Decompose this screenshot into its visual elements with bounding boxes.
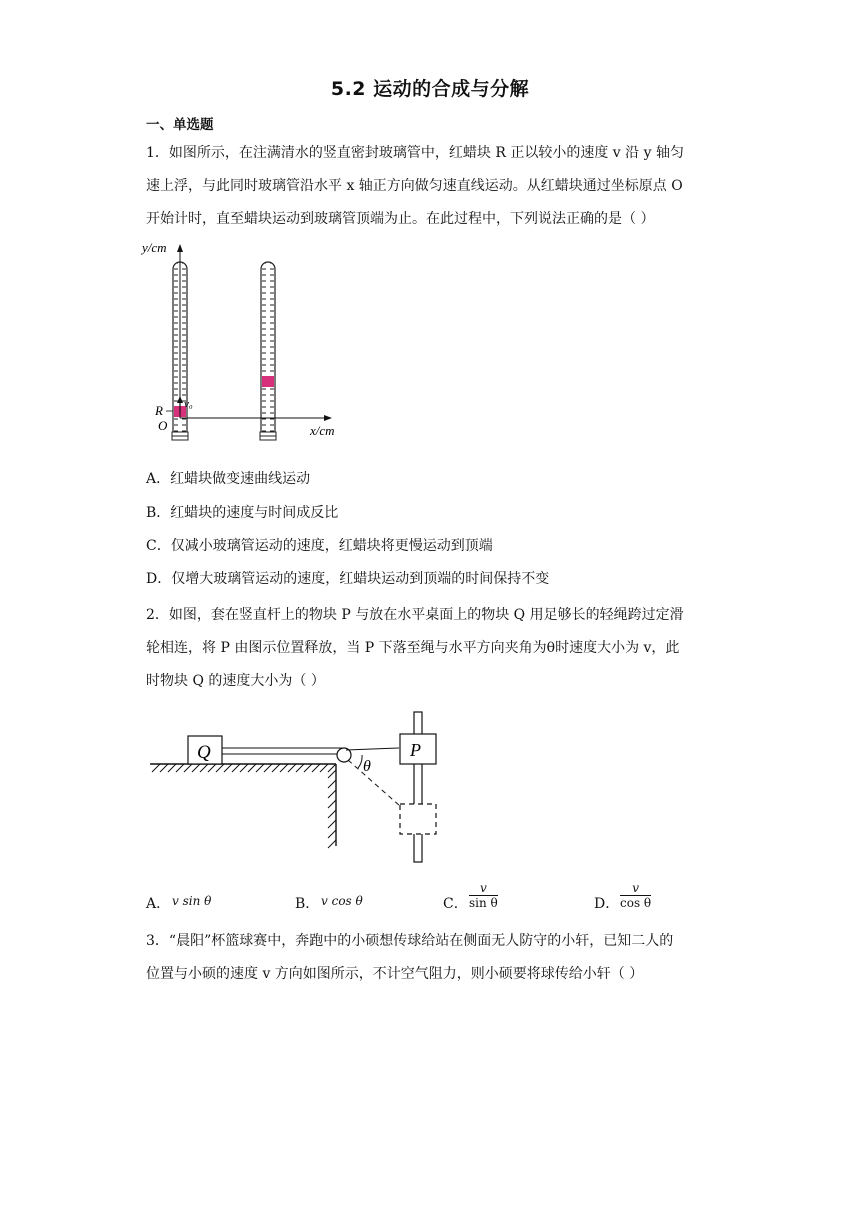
angle-label: θ — [363, 758, 371, 775]
q1-option-a[interactable]: A．红蜡块做变速曲线运动 — [146, 471, 311, 487]
q2-option-d-numerator: v — [632, 881, 639, 895]
block-p-final-position — [400, 804, 436, 834]
q1-text-line-1: 1．如图所示，在注满清水的竖直密封玻璃管中，红蜡块 R 正以较小的速度 v 沿 y 轴匀 — [146, 145, 684, 161]
q1-figure — [140, 236, 360, 448]
q1-text-line-2: 速上浮，与此同时玻璃管沿水平 x 轴正方向做匀速直线运动。从红蜡块通过坐标原点 O — [146, 178, 683, 194]
q2-option-b-label[interactable]: B． — [295, 896, 320, 912]
x-axis-label: x/cm — [310, 423, 335, 438]
q2-option-c-label[interactable]: C． — [443, 896, 468, 912]
q2-figure — [146, 708, 456, 868]
q1-option-d[interactable]: D．仅增大玻璃管运动的速度，红蜡块运动到顶端的时间保持不变 — [146, 571, 550, 587]
glass-tube-right — [260, 262, 276, 440]
q2-text-line-3: 时物块 Q 的速度大小为（ ） — [146, 673, 325, 689]
q2-text-line-1: 2．如图，套在竖直杆上的物块 P 与放在水平桌面上的物块 Q 用足够长的轻绳跨过定滑 — [146, 607, 684, 623]
q2-option-b-expr: v cos θ — [321, 894, 363, 908]
q2-option-a-label[interactable]: A． — [146, 896, 171, 912]
y-axis-label: y/cm — [142, 240, 167, 255]
block-label-r: R — [155, 403, 163, 418]
q3-text-line-2: 位置与小硕的速度 v 方向如图所示，不计空气阻力，则小硕要将球传给小轩（ ） — [146, 966, 644, 982]
q2-text-line-2: 轮相连，将 P 由图示位置释放，当 P 下落至绳与水平方向夹角为θ时速度大小为 v，此 — [146, 640, 680, 656]
q1-option-b[interactable]: B．红蜡块的速度与时间成反比 — [146, 505, 339, 521]
block-p-label: P — [410, 740, 421, 760]
wax-block-moved — [262, 376, 274, 387]
q2-option-c-fraction — [469, 881, 498, 910]
block-q-label: Q — [197, 742, 211, 763]
q1-option-c[interactable]: C．仅减小玻璃管运动的速度，红蜡块将更慢运动到顶端 — [146, 538, 493, 554]
q2-option-c-denominator: sin θ — [469, 896, 498, 910]
velocity-label: v₀ — [184, 398, 193, 410]
q2-option-d-denominator: cos θ — [620, 896, 652, 910]
q2-option-d-fraction — [620, 881, 651, 910]
q3-text-line-1: 3．“晨阳”杯篮球赛中，奔跑中的小硕想传球给站在侧面无人防守的小轩，已知二人的 — [146, 933, 674, 949]
q2-option-d-label[interactable]: D． — [594, 896, 620, 912]
origin-label: O — [158, 418, 168, 433]
section-heading: 一、单选题 — [146, 117, 214, 133]
page-title: 5.2 运动的合成与分解 — [330, 78, 530, 100]
q1-text-line-3: 开始计时，直至蜡块运动到玻璃管顶端为止。在此过程中，下列说法正确的是（ ） — [146, 211, 655, 227]
q2-option-c-numerator: v — [479, 881, 487, 895]
q2-option-a-expr: v sin θ — [172, 894, 212, 908]
